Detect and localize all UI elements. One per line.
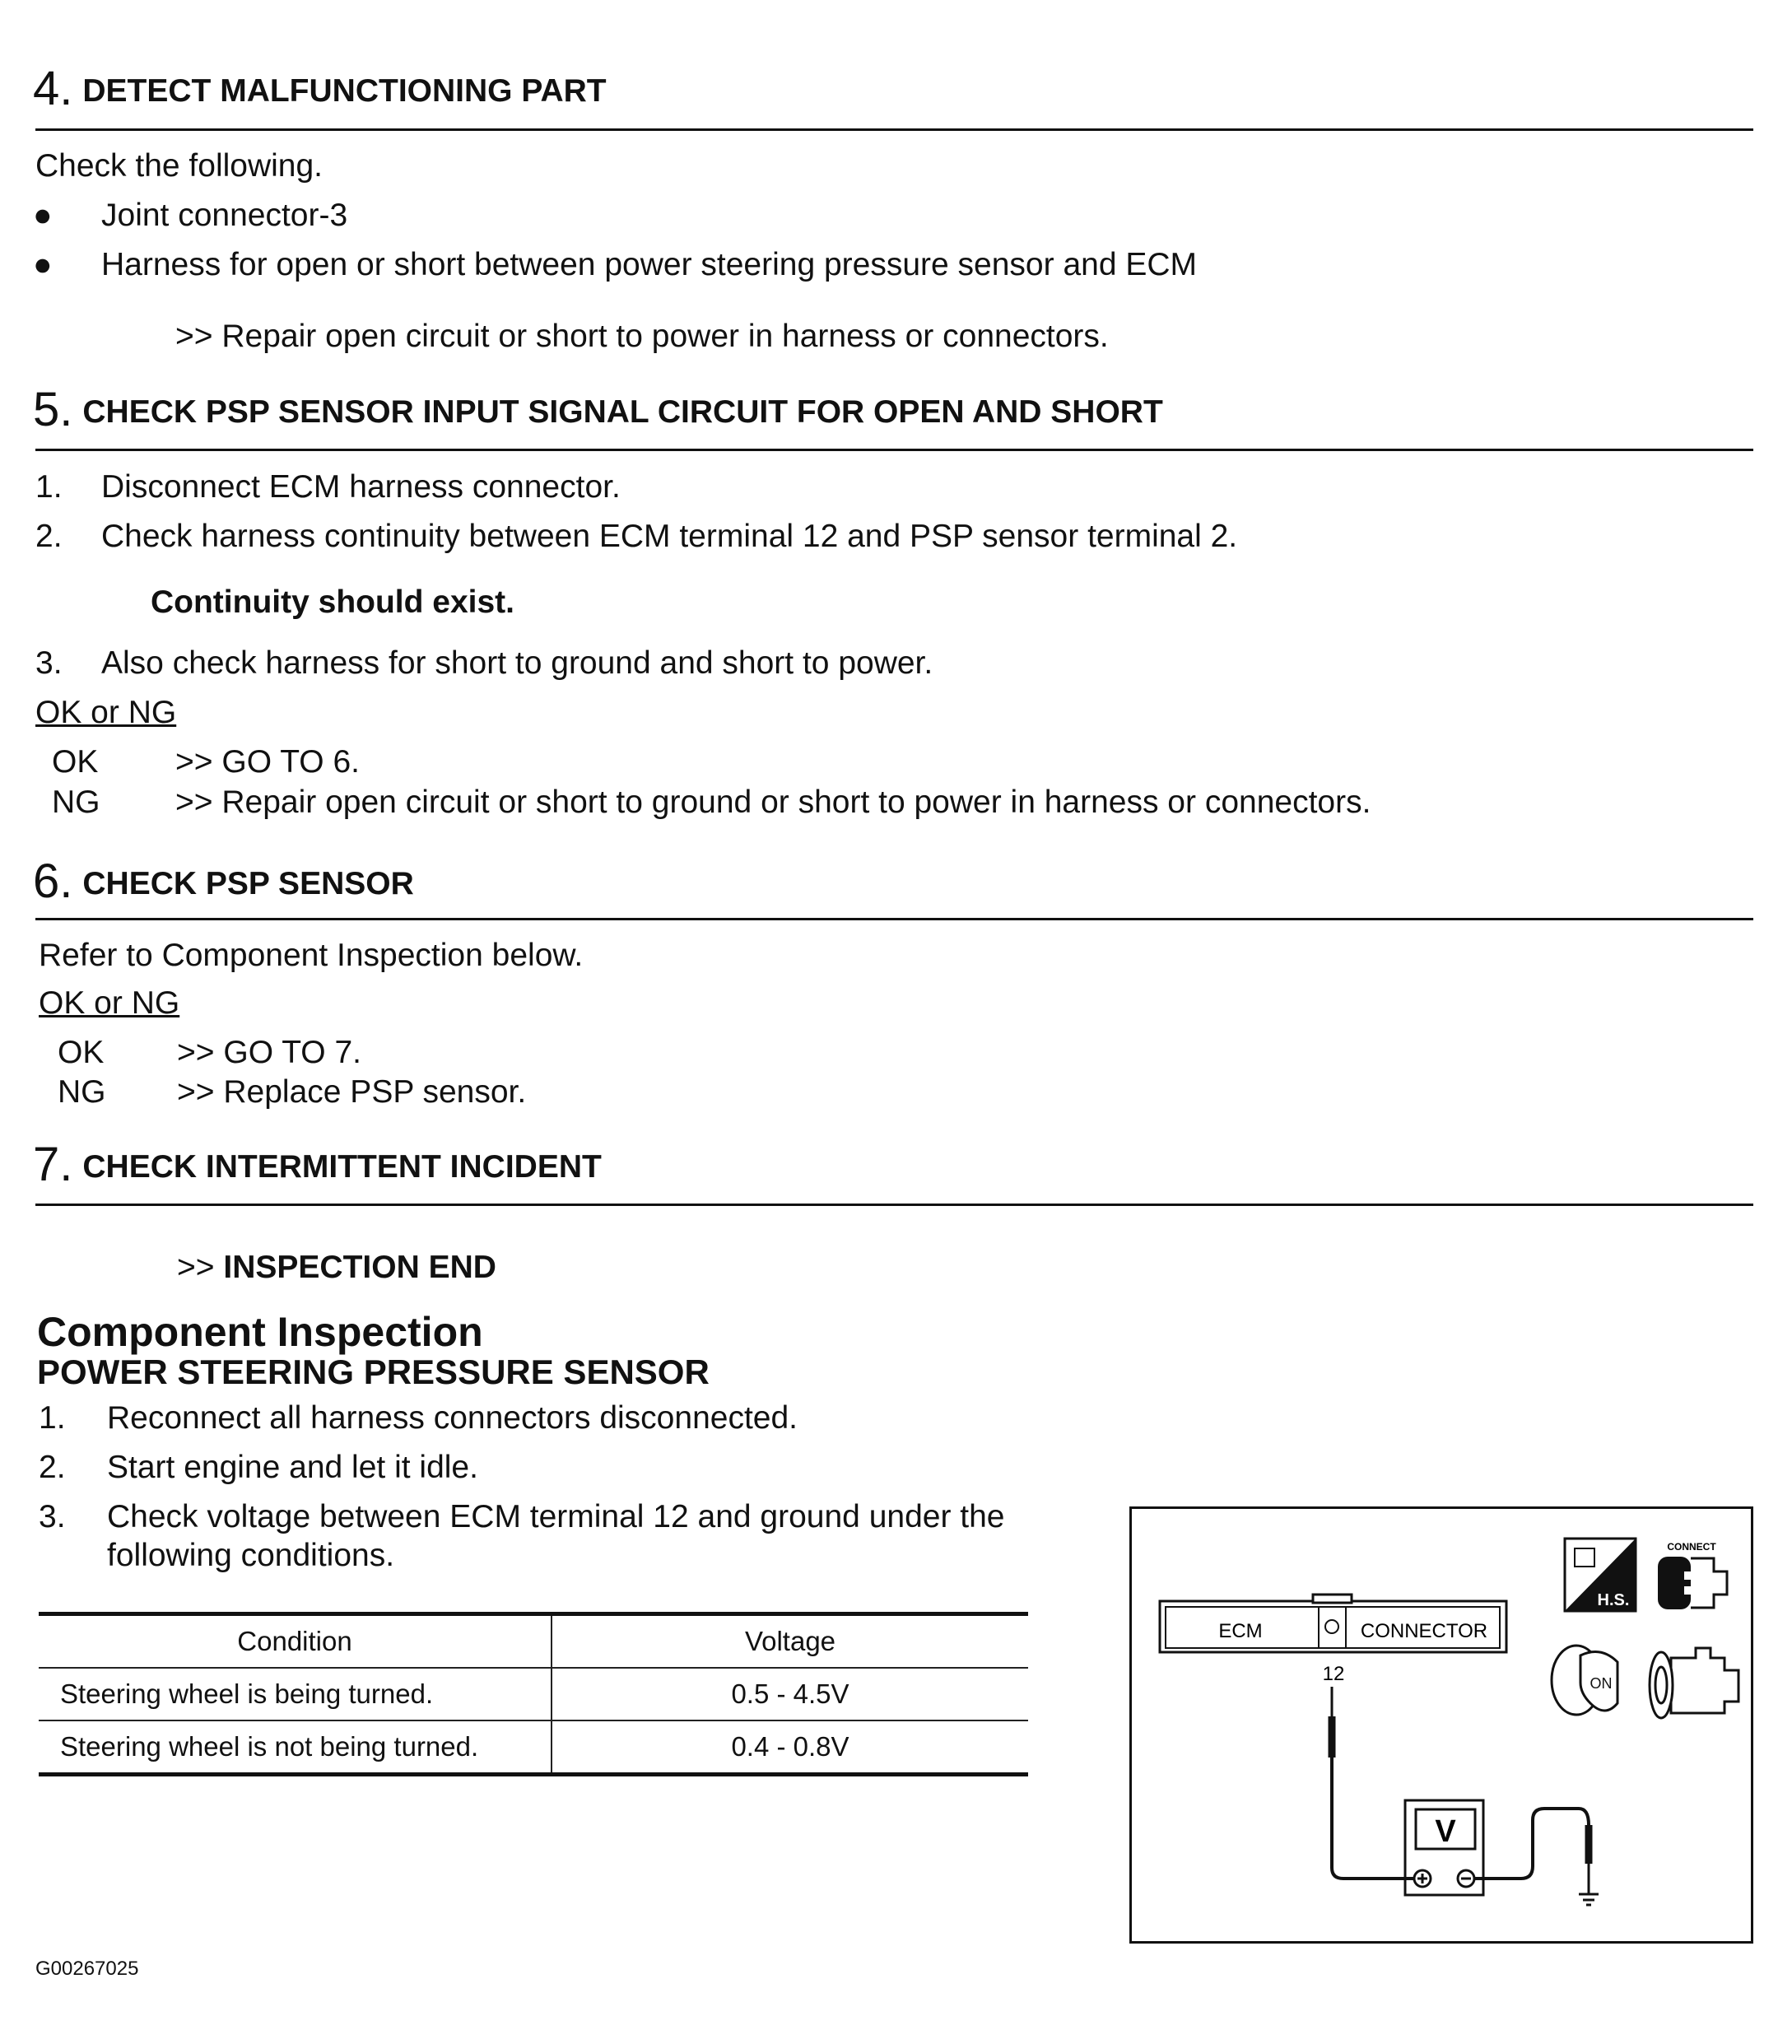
step6-intro: Refer to Component Inspection below. bbox=[39, 938, 584, 973]
ok-ng-label: OK or NG bbox=[39, 985, 180, 1021]
item-text: Check voltage between ECM terminal 12 and ground under the bbox=[107, 1499, 1005, 1534]
item-text: Check harness continuity between ECM terminal 12 and PSP sensor terminal 2. bbox=[101, 519, 1238, 554]
step-title: CHECK INTERMITTENT INCIDENT bbox=[82, 1149, 602, 1185]
result-text: INSPECTION END bbox=[223, 1250, 496, 1285]
ok-label: OK bbox=[52, 744, 99, 780]
divider bbox=[35, 918, 1753, 920]
component-title: Component Inspection bbox=[37, 1309, 483, 1355]
step-title: CHECK PSP SENSOR INPUT SIGNAL CIRCUIT FOR OPEN AND SHORT bbox=[82, 394, 1163, 430]
column-header: Condition bbox=[39, 1614, 552, 1669]
step-number: 4. bbox=[33, 62, 73, 115]
ng-action: >> Repair open circuit or short to ground or short to power in harness or connectors. bbox=[175, 785, 1371, 820]
item-text: Disconnect ECM harness connector. bbox=[101, 469, 621, 505]
item-number: 1. bbox=[39, 1400, 66, 1436]
step-number: 5. bbox=[33, 383, 73, 436]
connector-label: CONNECTOR bbox=[1360, 1620, 1488, 1642]
item-number: 3. bbox=[39, 1499, 66, 1534]
step7-heading bbox=[33, 1140, 602, 1192]
continuity-note: Continuity should exist. bbox=[151, 584, 515, 620]
item-text: Start engine and let it idle. bbox=[107, 1450, 478, 1485]
ok-action: >> GO TO 7. bbox=[177, 1035, 362, 1070]
hot-soak-icon bbox=[1565, 1539, 1636, 1611]
step-number: 6. bbox=[33, 854, 73, 908]
ignition-on-icon bbox=[1552, 1646, 1617, 1715]
hs-label: H.S. bbox=[1597, 1591, 1630, 1609]
item-text: Also check harness for short to ground and short to power. bbox=[101, 645, 933, 681]
step-title: DETECT MALFUNCTIONING PART bbox=[82, 73, 607, 109]
bullet-icon: ● bbox=[33, 247, 53, 282]
step4-result: >> Repair open circuit or short to power in harness or connectors. bbox=[175, 319, 1109, 354]
condition-cell: Steering wheel is being turned. bbox=[39, 1668, 552, 1720]
voltage-cell: 0.5 - 4.5V bbox=[552, 1668, 1028, 1720]
ok-action: >> GO TO 6. bbox=[175, 744, 361, 780]
item-number: 2. bbox=[35, 519, 63, 554]
table-header-row bbox=[39, 1614, 1028, 1669]
inspection-end bbox=[177, 1248, 496, 1287]
step-title: CHECK PSP SENSOR bbox=[82, 866, 414, 901]
result-arrow: >> bbox=[177, 1250, 224, 1285]
table-row bbox=[39, 1720, 1028, 1775]
item-number: 3. bbox=[35, 645, 63, 681]
ok-ng-label: OK or NG bbox=[35, 695, 177, 730]
divider bbox=[35, 128, 1753, 131]
item-number: 2. bbox=[39, 1450, 66, 1485]
probe-wires bbox=[1332, 1687, 1599, 1905]
voltage-table bbox=[39, 1612, 1028, 1776]
bullet-item: Joint connector-3 bbox=[101, 198, 348, 233]
step4-heading bbox=[33, 64, 607, 116]
step4-intro: Check the following. bbox=[35, 148, 323, 184]
item-text: Reconnect all harness connectors disconnected. bbox=[107, 1400, 798, 1436]
step6-heading bbox=[33, 854, 414, 909]
diagram-svg bbox=[1132, 1509, 1751, 1941]
terminal-label: 12 bbox=[1322, 1663, 1345, 1685]
step5-heading bbox=[33, 385, 1163, 437]
ng-label: NG bbox=[52, 785, 100, 820]
bullet-icon: ● bbox=[33, 198, 53, 233]
table-row bbox=[39, 1668, 1028, 1720]
ok-label: OK bbox=[58, 1035, 105, 1070]
column-header: Voltage bbox=[552, 1614, 1028, 1669]
connect-label: CONNECT bbox=[1667, 1541, 1716, 1553]
wiring-diagram bbox=[1129, 1506, 1753, 1944]
bullet-item: Harness for open or short between power steering pressure sensor and ECM bbox=[101, 247, 1198, 282]
meter-label: V bbox=[1435, 1814, 1456, 1849]
ng-label: NG bbox=[58, 1074, 106, 1110]
figure-id: G00267025 bbox=[35, 1958, 139, 1980]
component-subtitle: POWER STEERING PRESSURE SENSOR bbox=[37, 1353, 710, 1391]
connector-icon bbox=[1658, 1557, 1727, 1609]
condition-cell: Steering wheel is not being turned. bbox=[39, 1720, 552, 1775]
on-label: ON bbox=[1590, 1675, 1613, 1692]
divider bbox=[35, 449, 1753, 451]
ng-action: >> Replace PSP sensor. bbox=[177, 1074, 527, 1110]
step-number: 7. bbox=[33, 1138, 73, 1191]
item-number: 1. bbox=[35, 469, 63, 505]
ecm-label: ECM bbox=[1218, 1620, 1263, 1642]
engine-running-icon bbox=[1650, 1648, 1738, 1718]
voltage-cell: 0.4 - 0.8V bbox=[552, 1720, 1028, 1775]
divider bbox=[35, 1204, 1753, 1206]
item-text-continued: following conditions. bbox=[107, 1538, 395, 1573]
